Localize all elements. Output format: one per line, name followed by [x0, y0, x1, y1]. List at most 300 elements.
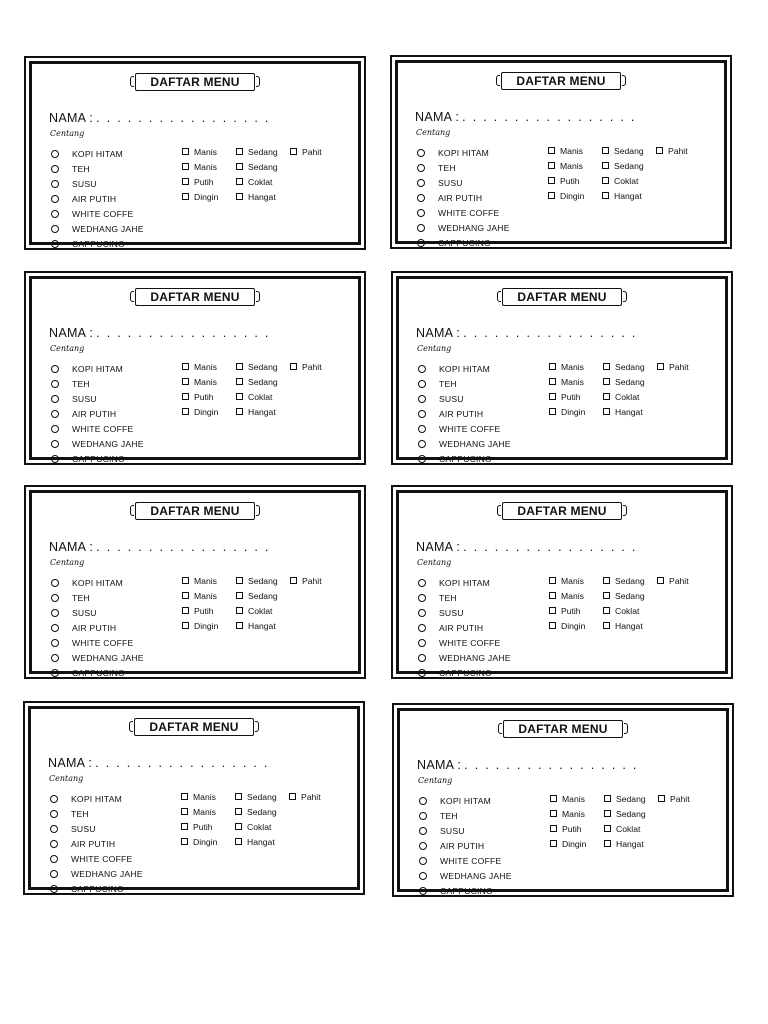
menu-item-label: SUSU [439, 607, 464, 618]
menu-item[interactable] [51, 206, 144, 221]
option-label: Putih [194, 605, 214, 616]
checkbox-icon[interactable] [549, 393, 556, 400]
option-choice[interactable] [602, 146, 656, 156]
option-label: Manis [193, 806, 216, 817]
menu-item[interactable] [418, 361, 511, 376]
checkbox-icon[interactable] [182, 393, 189, 400]
option-choice[interactable] [290, 576, 322, 586]
menu-item-label: WHITE COFFE [439, 637, 501, 648]
checkbox-icon[interactable] [603, 393, 610, 400]
menu-item[interactable] [418, 376, 511, 391]
checkbox-icon[interactable] [182, 592, 189, 599]
menu-item[interactable] [51, 391, 144, 406]
menu-item[interactable] [418, 436, 511, 451]
radio-circle-icon[interactable] [419, 887, 427, 895]
radio-circle-icon[interactable] [50, 795, 58, 803]
option-choice[interactable] [182, 177, 236, 187]
option-choice[interactable] [604, 809, 646, 819]
checkbox-icon[interactable] [549, 408, 556, 415]
option-choice[interactable] [236, 606, 272, 616]
option-choice[interactable] [236, 362, 290, 372]
checkbox-icon[interactable] [181, 793, 188, 800]
radio-circle-icon[interactable] [417, 194, 425, 202]
radio-circle-icon[interactable] [419, 857, 427, 865]
name-field[interactable] [417, 758, 638, 772]
checkbox-icon[interactable] [182, 193, 189, 200]
checkbox-icon[interactable] [236, 163, 243, 170]
radio-circle-icon[interactable] [419, 797, 427, 805]
checkbox-icon[interactable] [549, 363, 556, 370]
option-choice[interactable] [182, 192, 236, 202]
menu-item[interactable] [418, 575, 511, 590]
radio-circle-icon[interactable] [418, 380, 426, 388]
option-choice[interactable] [181, 792, 235, 802]
radio-circle-icon[interactable] [51, 395, 59, 403]
option-choice[interactable] [236, 591, 278, 601]
option-choice[interactable] [236, 621, 276, 631]
option-choice[interactable] [182, 576, 236, 586]
checkbox-icon[interactable] [604, 795, 611, 802]
radio-circle-icon[interactable] [418, 395, 426, 403]
option-row [182, 374, 322, 389]
checkbox-icon[interactable] [550, 810, 557, 817]
radio-circle-icon[interactable] [51, 455, 59, 463]
option-choice[interactable] [603, 362, 657, 372]
menu-item-label: TEH [440, 810, 458, 821]
checkbox-icon[interactable] [236, 378, 243, 385]
checkbox-icon[interactable] [235, 793, 242, 800]
option-choice[interactable] [549, 576, 603, 586]
radio-circle-icon[interactable] [51, 440, 59, 448]
option-choice[interactable] [235, 792, 289, 802]
menu-item[interactable] [418, 391, 511, 406]
option-choice[interactable] [548, 176, 602, 186]
menu-item[interactable] [51, 236, 144, 251]
checkbox-icon[interactable] [603, 408, 610, 415]
radio-circle-icon[interactable] [50, 840, 58, 848]
checkbox-icon[interactable] [549, 592, 556, 599]
name-field[interactable] [49, 326, 270, 340]
option-choice[interactable] [548, 191, 602, 201]
option-choice[interactable] [182, 591, 236, 601]
option-grid [549, 359, 689, 419]
checkbox-icon[interactable] [182, 577, 189, 584]
radio-circle-icon[interactable] [417, 164, 425, 172]
option-choice[interactable] [550, 809, 604, 819]
checkbox-icon[interactable] [603, 363, 610, 370]
option-choice[interactable] [290, 147, 322, 157]
radio-circle-icon[interactable] [51, 150, 59, 158]
checkbox-icon[interactable] [602, 177, 609, 184]
option-choice[interactable] [181, 837, 235, 847]
checkbox-icon[interactable] [549, 378, 556, 385]
option-choice[interactable] [549, 606, 603, 616]
checkbox-icon[interactable] [236, 148, 243, 155]
menu-item[interactable] [50, 866, 143, 881]
checkbox-icon[interactable] [235, 838, 242, 845]
radio-circle-icon[interactable] [418, 594, 426, 602]
option-choice[interactable] [550, 839, 604, 849]
option-choice[interactable] [181, 822, 235, 832]
option-choice[interactable] [235, 837, 275, 847]
option-choice[interactable] [236, 576, 290, 586]
menu-item[interactable] [419, 883, 512, 898]
menu-item-label: WEDHANG JAHE [71, 868, 143, 879]
menu-item[interactable] [50, 791, 143, 806]
option-choice[interactable] [236, 392, 272, 402]
option-choice[interactable] [182, 606, 236, 616]
menu-item[interactable] [418, 665, 511, 680]
option-choice[interactable] [604, 824, 640, 834]
menu-item-list [417, 145, 510, 250]
menu-item[interactable] [51, 161, 144, 176]
option-choice[interactable] [656, 146, 688, 156]
radio-circle-icon[interactable] [418, 365, 426, 373]
checkbox-icon[interactable] [602, 162, 609, 169]
radio-circle-icon[interactable] [51, 669, 59, 677]
radio-circle-icon[interactable] [419, 872, 427, 880]
menu-item[interactable] [50, 806, 143, 821]
option-choice[interactable] [603, 392, 639, 402]
checkbox-icon[interactable] [657, 363, 664, 370]
name-field[interactable] [415, 110, 636, 124]
option-choice[interactable] [181, 807, 235, 817]
option-choice[interactable] [603, 407, 643, 417]
radio-circle-icon[interactable] [51, 180, 59, 188]
checkbox-icon[interactable] [290, 577, 297, 584]
option-choice[interactable] [549, 621, 603, 631]
radio-circle-icon[interactable] [418, 669, 426, 677]
radio-circle-icon[interactable] [418, 440, 426, 448]
menu-item[interactable] [51, 635, 144, 650]
radio-circle-icon[interactable] [417, 209, 425, 217]
menu-item[interactable] [51, 575, 144, 590]
option-choice[interactable] [182, 147, 236, 157]
checkbox-icon[interactable] [548, 147, 555, 154]
option-choice[interactable] [550, 824, 604, 834]
checkbox-icon[interactable] [656, 147, 663, 154]
option-choice[interactable] [549, 377, 603, 387]
radio-circle-icon[interactable] [418, 455, 426, 463]
radio-circle-icon[interactable] [51, 165, 59, 173]
menu-item[interactable] [51, 406, 144, 421]
menu-item[interactable] [417, 145, 510, 160]
option-row [182, 159, 322, 174]
menu-item[interactable] [418, 590, 511, 605]
option-choice[interactable] [548, 161, 602, 171]
option-choice[interactable] [236, 177, 272, 187]
menu-item[interactable] [51, 451, 144, 466]
radio-circle-icon[interactable] [417, 224, 425, 232]
checkbox-icon[interactable] [181, 823, 188, 830]
check-instruction: Centang [50, 344, 85, 353]
option-label: Hangat [247, 836, 275, 847]
option-label: Hangat [616, 838, 644, 849]
menu-item[interactable] [51, 361, 144, 376]
option-choice[interactable] [182, 392, 236, 402]
option-choice[interactable] [604, 794, 658, 804]
menu-item[interactable] [417, 190, 510, 205]
menu-item[interactable] [418, 620, 511, 635]
radio-circle-icon[interactable] [418, 579, 426, 587]
radio-circle-icon[interactable] [418, 624, 426, 632]
checkbox-icon[interactable] [657, 577, 664, 584]
checkbox-icon[interactable] [236, 607, 243, 614]
checkbox-icon[interactable] [604, 810, 611, 817]
checkbox-icon[interactable] [182, 622, 189, 629]
option-choice[interactable] [603, 621, 643, 631]
menu-item[interactable] [417, 220, 510, 235]
menu-item-label: WEDHANG JAHE [72, 223, 144, 234]
menu-item[interactable] [51, 650, 144, 665]
radio-circle-icon[interactable] [418, 410, 426, 418]
checkbox-icon[interactable] [548, 162, 555, 169]
radio-circle-icon[interactable] [417, 149, 425, 157]
option-label: Dingin [193, 836, 218, 847]
option-choice[interactable] [182, 621, 236, 631]
radio-circle-icon[interactable] [418, 609, 426, 617]
option-row [550, 806, 690, 821]
option-label: Sedang [615, 376, 645, 387]
menu-item[interactable] [50, 881, 143, 896]
option-choice[interactable] [603, 377, 645, 387]
checkbox-icon[interactable] [181, 838, 188, 845]
option-choice[interactable] [289, 792, 321, 802]
checkbox-icon[interactable] [548, 177, 555, 184]
menu-item[interactable] [418, 605, 511, 620]
radio-circle-icon[interactable] [51, 609, 59, 617]
checkbox-icon[interactable] [290, 148, 297, 155]
checkbox-icon[interactable] [236, 178, 243, 185]
menu-item[interactable] [50, 821, 143, 836]
option-choice[interactable] [603, 606, 639, 616]
checkbox-icon[interactable] [603, 607, 610, 614]
option-choice[interactable] [657, 362, 689, 372]
menu-item[interactable] [51, 176, 144, 191]
option-choice[interactable] [602, 176, 638, 186]
checkbox-icon[interactable] [550, 840, 557, 847]
menu-item[interactable] [419, 793, 512, 808]
option-choice[interactable] [235, 822, 271, 832]
option-choice[interactable] [602, 191, 642, 201]
checkbox-icon[interactable] [549, 607, 556, 614]
option-choice[interactable] [657, 576, 689, 586]
option-choice[interactable] [236, 377, 278, 387]
option-label: Putih [560, 175, 580, 186]
checkbox-icon[interactable] [550, 795, 557, 802]
menu-item[interactable] [418, 650, 511, 665]
option-row [550, 791, 690, 806]
menu-item[interactable] [51, 421, 144, 436]
name-label: NAMA : [49, 326, 94, 340]
menu-item[interactable] [418, 451, 511, 466]
checkbox-icon[interactable] [604, 825, 611, 832]
radio-circle-icon[interactable] [418, 425, 426, 433]
menu-item[interactable] [418, 635, 511, 650]
radio-circle-icon[interactable] [51, 624, 59, 632]
radio-circle-icon[interactable] [50, 855, 58, 863]
menu-item-label: WEDHANG JAHE [72, 438, 144, 449]
radio-circle-icon[interactable] [417, 179, 425, 187]
option-choice[interactable] [182, 162, 236, 172]
menu-item[interactable] [419, 868, 512, 883]
checkbox-icon[interactable] [603, 577, 610, 584]
radio-circle-icon[interactable] [51, 425, 59, 433]
option-choice[interactable] [236, 407, 276, 417]
option-label: Coklat [614, 175, 639, 186]
checkbox-icon[interactable] [236, 592, 243, 599]
menu-item[interactable] [417, 235, 510, 250]
menu-item[interactable] [418, 406, 511, 421]
checkbox-icon[interactable] [236, 408, 243, 415]
menu-item[interactable] [51, 221, 144, 236]
option-row [182, 389, 322, 404]
menu-item[interactable] [419, 808, 512, 823]
menu-item[interactable] [50, 836, 143, 851]
option-label: Pahit [302, 361, 322, 372]
radio-circle-icon[interactable] [51, 410, 59, 418]
option-choice[interactable] [236, 162, 278, 172]
radio-circle-icon[interactable] [50, 810, 58, 818]
menu-item[interactable] [419, 823, 512, 838]
option-choice[interactable] [549, 392, 603, 402]
menu-item-label: WEDHANG JAHE [438, 222, 510, 233]
option-choice[interactable] [236, 147, 290, 157]
option-choice[interactable] [548, 146, 602, 156]
checkbox-icon[interactable] [658, 795, 665, 802]
menu-item[interactable] [51, 605, 144, 620]
radio-circle-icon[interactable] [51, 195, 59, 203]
menu-item-label: KOPI HITAM [72, 148, 124, 159]
option-choice[interactable] [658, 794, 690, 804]
option-row [549, 389, 689, 404]
radio-circle-icon[interactable] [51, 240, 59, 248]
option-choice[interactable] [603, 576, 657, 586]
checkbox-icon[interactable] [548, 192, 555, 199]
checkbox-icon[interactable] [235, 823, 242, 830]
radio-circle-icon[interactable] [418, 639, 426, 647]
checkbox-icon[interactable] [236, 363, 243, 370]
radio-circle-icon[interactable] [51, 380, 59, 388]
check-instruction: Centang [418, 776, 453, 785]
option-label: Sedang [614, 160, 644, 171]
menu-item-label: WHITE COFFE [72, 637, 134, 648]
checkbox-icon[interactable] [549, 577, 556, 584]
option-choice[interactable] [236, 192, 276, 202]
option-choice[interactable] [602, 161, 644, 171]
radio-circle-icon[interactable] [50, 870, 58, 878]
checkbox-icon[interactable] [182, 163, 189, 170]
radio-circle-icon[interactable] [419, 842, 427, 850]
checkbox-icon[interactable] [236, 622, 243, 629]
option-choice[interactable] [604, 839, 644, 849]
menu-item-label: SUSU [72, 607, 97, 618]
checkbox-icon[interactable] [550, 825, 557, 832]
checkbox-icon[interactable] [182, 178, 189, 185]
radio-circle-icon[interactable] [51, 579, 59, 587]
checkbox-icon[interactable] [290, 363, 297, 370]
option-row [549, 404, 689, 419]
name-field[interactable] [416, 540, 637, 554]
checkbox-icon[interactable] [236, 193, 243, 200]
radio-circle-icon[interactable] [50, 825, 58, 833]
radio-circle-icon[interactable] [51, 210, 59, 218]
name-field[interactable] [49, 111, 270, 125]
radio-circle-icon[interactable] [419, 812, 427, 820]
option-choice[interactable] [235, 807, 277, 817]
name-field[interactable] [49, 540, 270, 554]
radio-circle-icon[interactable] [51, 639, 59, 647]
checkbox-icon[interactable] [236, 577, 243, 584]
checkbox-icon[interactable] [182, 363, 189, 370]
checkbox-icon[interactable] [181, 808, 188, 815]
menu-item-label: CAPPUCINO [438, 237, 491, 248]
name-label: NAMA : [48, 756, 93, 770]
checkbox-icon[interactable] [289, 793, 296, 800]
option-choice[interactable] [182, 407, 236, 417]
radio-circle-icon[interactable] [51, 594, 59, 602]
menu-item[interactable] [417, 160, 510, 175]
checkbox-icon[interactable] [182, 408, 189, 415]
menu-item[interactable] [51, 620, 144, 635]
option-choice[interactable] [550, 794, 604, 804]
checkbox-icon[interactable] [236, 393, 243, 400]
option-choice[interactable] [549, 362, 603, 372]
option-label: Manis [560, 160, 583, 171]
name-dots: . . . . . . . . . . . . . . . . . [463, 326, 638, 340]
checkbox-icon[interactable] [603, 378, 610, 385]
menu-item[interactable] [417, 205, 510, 220]
menu-item[interactable] [419, 838, 512, 853]
menu-item[interactable] [51, 376, 144, 391]
radio-circle-icon[interactable] [51, 365, 59, 373]
menu-item[interactable] [418, 421, 511, 436]
menu-item[interactable] [51, 665, 144, 680]
option-choice[interactable] [182, 362, 236, 372]
option-choice[interactable] [182, 377, 236, 387]
radio-circle-icon[interactable] [418, 654, 426, 662]
menu-item[interactable] [51, 191, 144, 206]
checkbox-icon[interactable] [182, 607, 189, 614]
radio-circle-icon[interactable] [51, 654, 59, 662]
checkbox-icon[interactable] [603, 592, 610, 599]
radio-circle-icon[interactable] [417, 239, 425, 247]
radio-circle-icon[interactable] [51, 225, 59, 233]
option-choice[interactable] [549, 407, 603, 417]
name-field[interactable] [48, 756, 269, 770]
menu-item[interactable] [51, 590, 144, 605]
name-field[interactable] [416, 326, 637, 340]
checkbox-icon[interactable] [604, 840, 611, 847]
checkbox-icon[interactable] [182, 378, 189, 385]
menu-item[interactable] [419, 853, 512, 868]
option-choice[interactable] [549, 591, 603, 601]
option-choice[interactable] [603, 591, 645, 601]
checkbox-icon[interactable] [602, 192, 609, 199]
menu-item[interactable] [50, 851, 143, 866]
checkbox-icon[interactable] [602, 147, 609, 154]
radio-circle-icon[interactable] [419, 827, 427, 835]
checkbox-icon[interactable] [603, 622, 610, 629]
checkbox-icon[interactable] [235, 808, 242, 815]
option-choice[interactable] [290, 362, 322, 372]
menu-item[interactable] [51, 436, 144, 451]
checkbox-icon[interactable] [549, 622, 556, 629]
menu-item[interactable] [417, 175, 510, 190]
radio-circle-icon[interactable] [50, 885, 58, 893]
checkbox-icon[interactable] [182, 148, 189, 155]
menu-item[interactable] [51, 146, 144, 161]
